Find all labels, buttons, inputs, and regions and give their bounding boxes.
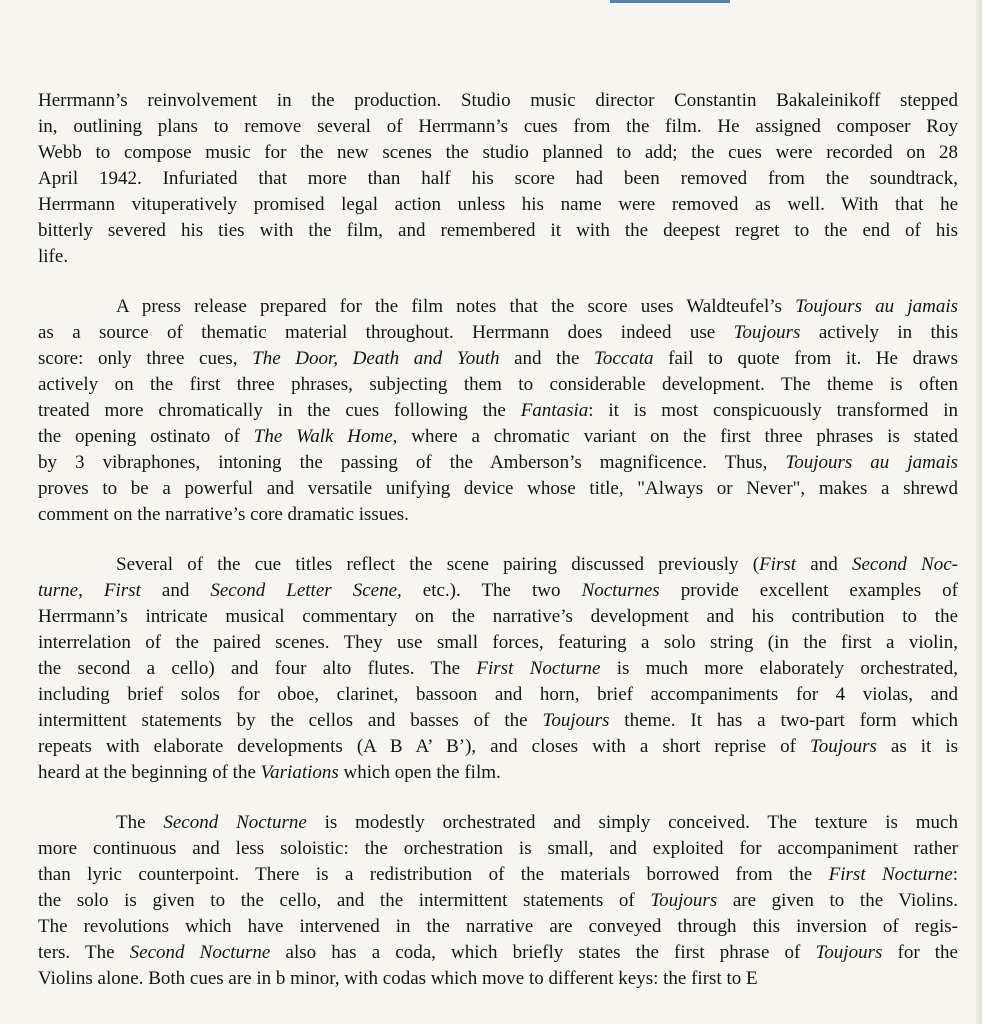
text-run: including brief solos for oboe, clarinet, bassoon and horn, brief accompaniments for 4 violas, and xyxy=(38,684,958,705)
text-run: fail to quote from it. He draws xyxy=(653,348,958,369)
italic-text: Toujours au jamais xyxy=(795,296,958,317)
text-line xyxy=(38,320,958,346)
italic-text: Variations xyxy=(260,762,339,783)
italic-text: First xyxy=(103,580,141,601)
text-run: Herrmann’s intricate musical commentary on the narrative’s development and his contribution to the xyxy=(38,606,958,627)
text-line xyxy=(38,656,958,682)
text-line xyxy=(38,604,958,630)
text-run: theme. It has a two-part form which xyxy=(609,710,958,731)
text-line xyxy=(38,346,958,372)
text-run: Webb to compose music for the new scenes the studio planned to add; the cues were recorded on 28 xyxy=(38,142,958,163)
text-run: the second a cello) and four alto flutes. The xyxy=(38,658,477,679)
text-run: and the xyxy=(499,348,595,369)
text-run: actively on the first three phrases, subjecting them to considerable development. The theme is often xyxy=(38,374,958,395)
text-line xyxy=(38,578,958,604)
text-line xyxy=(38,708,958,734)
text-run: Herrmann’s reinvolvement in the production. Studio music director Constantin Bakaleinikoff stepped xyxy=(38,90,958,111)
text-run: Violins alone. Both cues are in b minor, with codas which move to different keys: the first to E xyxy=(38,968,758,989)
text-run: The xyxy=(116,812,164,833)
text-run: interrelation of the paired scenes. They use small forces, featuring a solo string (in the first a violin, xyxy=(38,632,958,653)
italic-text: Toujours xyxy=(809,736,877,757)
text-line xyxy=(38,192,958,218)
text-run: which open the film. xyxy=(338,762,501,783)
text-run: intermittent statements by the cellos and basses of the xyxy=(38,710,543,731)
body-text xyxy=(38,88,958,1016)
italic-text: Toujours xyxy=(650,890,718,911)
text-line xyxy=(38,398,958,424)
text-run: than lyric counterpoint. There is a redistribution of the materials borrowed from the xyxy=(38,864,829,885)
text-line xyxy=(38,552,958,578)
italic-text: Second Noc- xyxy=(851,554,958,575)
text-line xyxy=(38,682,958,708)
text-run: the solo is given to the cello, and the intermittent statements of xyxy=(38,890,651,911)
italic-text: Nocturnes xyxy=(581,580,660,601)
text-line xyxy=(38,244,958,270)
text-line xyxy=(38,914,958,940)
text-run: by 3 vibraphones, intoning the passing of the Amberson’s magnificence. Thus, xyxy=(38,452,786,473)
text-line xyxy=(38,294,958,320)
scan-edge-mark xyxy=(610,0,730,3)
paragraph xyxy=(38,810,958,992)
text-line xyxy=(38,760,958,786)
text-line xyxy=(38,218,958,244)
italic-text: First xyxy=(759,554,797,575)
text-run: ters. The xyxy=(38,942,130,963)
text-run: , etc.). The two xyxy=(397,580,582,601)
text-run: treated more chromatically in the cues following the xyxy=(38,400,521,421)
text-run: : xyxy=(952,864,958,885)
italic-text: First Nocturne xyxy=(828,864,953,885)
text-line xyxy=(38,836,958,862)
text-line xyxy=(38,140,958,166)
italic-text: Toujours au jamais xyxy=(785,452,958,473)
text-line xyxy=(38,114,958,140)
page-edge-shadow xyxy=(976,0,982,1024)
text-run: proves to be a powerful and versatile unifying device whose title, "Always or Never", makes a shrewd xyxy=(38,478,958,499)
text-line xyxy=(38,888,958,914)
text-run: for the xyxy=(882,942,958,963)
italic-text: Toujours xyxy=(733,322,801,343)
text-run: , where a chromatic variant on the first three phrases is stated xyxy=(392,426,958,447)
text-line xyxy=(38,862,958,888)
text-line xyxy=(38,502,958,528)
text-line xyxy=(38,630,958,656)
text-run: as it is xyxy=(876,736,958,757)
text-run: repeats with elaborate developments (A B A’ B’), and closes with a short reprise of xyxy=(38,736,810,757)
text-run: April 1942. Infuriated that more than half his score had been removed from the soundtrack, xyxy=(38,168,958,189)
text-line xyxy=(38,966,958,992)
italic-text: Toujours xyxy=(815,942,883,963)
text-line xyxy=(38,450,958,476)
italic-text: Second Nocturne xyxy=(129,942,271,963)
italic-text: turne xyxy=(38,580,79,601)
text-line xyxy=(38,810,958,836)
text-run: provide excellent examples of xyxy=(659,580,958,601)
paragraph xyxy=(38,294,958,528)
text-run: as a source of thematic material throughout. Herrmann does indeed use xyxy=(38,322,734,343)
text-run: and xyxy=(796,554,852,575)
text-run: and xyxy=(140,580,211,601)
text-line xyxy=(38,372,958,398)
italic-text: Second Nocturne xyxy=(163,812,307,833)
text-run: are given to the Violins. xyxy=(717,890,958,911)
italic-text: Fantasia xyxy=(520,400,589,421)
text-run: heard at the beginning of the xyxy=(38,762,261,783)
text-run: in, outlining plans to remove several of Herrmann’s cues from the film. He assigned composer Roy xyxy=(38,116,958,137)
text-run: is much more elaborately orchestrated, xyxy=(600,658,958,679)
paragraph xyxy=(38,552,958,786)
text-run: Several of the cue titles reflect the scene pairing discussed previously ( xyxy=(116,554,760,575)
text-run: : it is most conspicuously transformed in xyxy=(588,400,958,421)
text-run: is modestly orchestrated and simply conceived. The texture is much xyxy=(306,812,958,833)
italic-text: Toccata xyxy=(594,348,654,369)
text-line xyxy=(38,476,958,502)
italic-text: The Door, Death and Youth xyxy=(252,348,500,369)
text-run: score: only three cues, xyxy=(38,348,253,369)
text-run: also has a coda, which briefly states the first phrase of xyxy=(270,942,816,963)
text-run: , xyxy=(78,580,104,601)
italic-text: Second Letter Scene xyxy=(210,580,397,601)
italic-text: The Walk Home xyxy=(253,426,393,447)
text-run: bitterly severed his ties with the film, and remembered it with the deepest regret to the end of his xyxy=(38,220,958,241)
text-run: actively in this xyxy=(800,322,958,343)
text-line xyxy=(38,166,958,192)
text-run: The revolutions which have intervened in the narrative are conveyed through this inversion of regis- xyxy=(38,916,958,937)
text-line xyxy=(38,424,958,450)
italic-text: First Nocturne xyxy=(476,658,601,679)
text-run: Herrmann vituperatively promised legal action unless his name were removed as well. With that he xyxy=(38,194,958,215)
text-run: A press release prepared for the film notes that the score uses Waldteufel’s xyxy=(116,296,796,317)
text-run: more continuous and less soloistic: the orchestration is small, and exploited for accompaniment rather xyxy=(38,838,958,859)
text-line xyxy=(38,940,958,966)
text-line xyxy=(38,734,958,760)
text-line xyxy=(38,88,958,114)
paragraph xyxy=(38,88,958,270)
text-run: the opening ostinato of xyxy=(38,426,254,447)
text-run: comment on the narrative’s core dramatic issues. xyxy=(38,504,409,525)
text-run: life. xyxy=(38,246,69,267)
italic-text: Toujours xyxy=(542,710,610,731)
